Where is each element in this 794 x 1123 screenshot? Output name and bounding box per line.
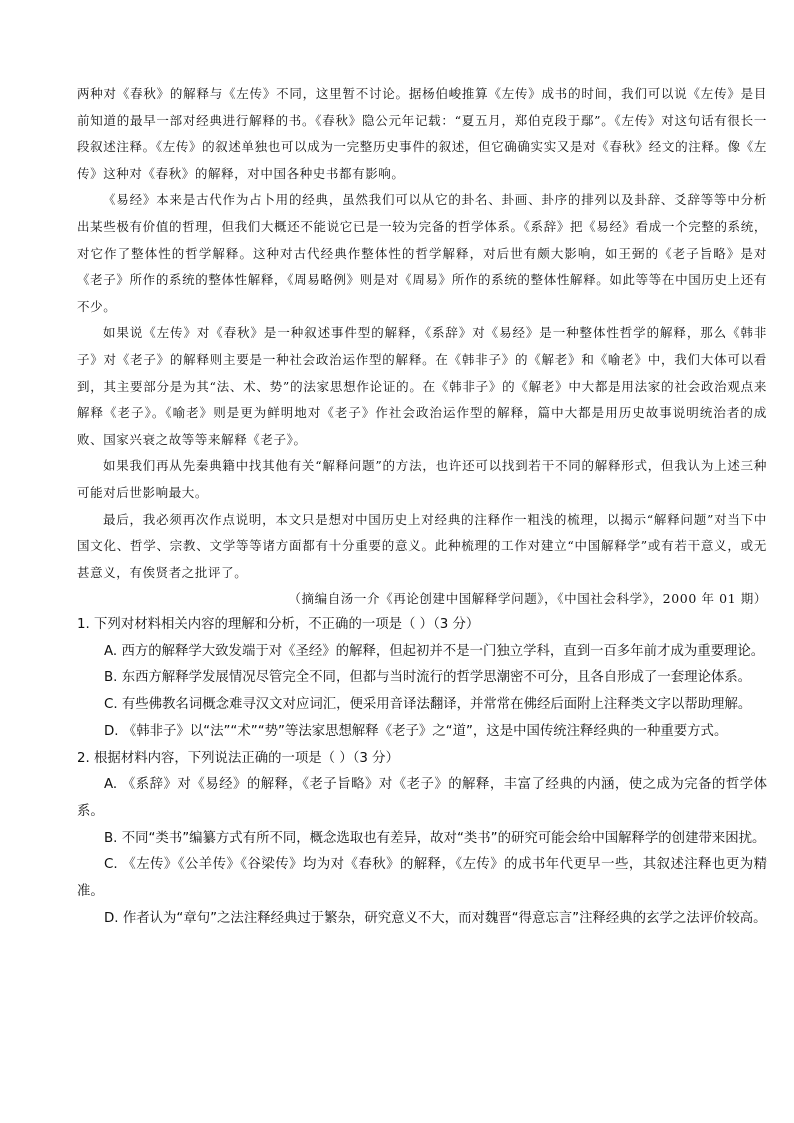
reading-passage [77,81,767,613]
passage-paragraph-3: 如果说《左传》对《春秋》是一种叙述事件型的解释，《系辞》对《易经》是一种整体性哲学的解释，那么《韩非子》对《老子》的解释则主要是一种社会政治运作型的解释。在《韩非子》的《解老》和《喻老》中，我们大体可以看到，其主要部分是为其“法、术、势”的法家思想作论证的。在《韩非子》的《解老》中大都是用法家的社会政治观点来解释《老子》。《喻老》则是更为鲜明地对《老子》作社会政治运作型的解释，篇中大都是用历史故事说明统治者的成败、国家兴衰之故等等来解释《老子》。 [77,325,767,447]
question-2-option-c: C. 《左传》《公羊传》《谷梁传》均为对《春秋》的解释，《左传》的成书年代更早一些，其叙述注释也更为精准。 [77,857,767,900]
passage-paragraph-4: 如果我们再从先秦典籍中找其他有关“解释问题”的方法，也许还可以找到若干不同的解释形式，但我认为上述三种可能对后世影响最大。 [77,458,767,500]
question-1-option-b: B. 东西方解释学发展情况尽管完全不同，但都与当时流行的哲学思潮密不可分，且各自形成了一套理论体系。 [104,670,752,686]
question-2-stem: 2. 根据材料内容，下列说法正确的一项是（ ）（3 分） [77,750,399,766]
question-2-option-a: A. 《系辞》对《易经》的解释，《老子旨略》对《老子》的解释，丰富了经典的内涵，使之成为完备的哲学体系。 [77,777,767,819]
question-section [77,612,767,932]
passage-paragraph-2: 《易经》本来是古代作为占卜用的经典，虽然我们可以从它的卦名、卦画、卦序的排列以及卦辞、爻辞等等中分析出某些极有价值的哲理，但我们大概还不能说它已是一较为完备的哲学体系。《系辞》把《易经》看成一个完整的系统，对它作了整体性的哲学解释。这种对古代经典作整体性的哲学解释，对后世有颇大影响，如王弼的《老子旨略》是对《老子》所作的系统的整体性解释，《周易略例》则是对《周易》所作的系统的整体性解释。如此等等在中国历史上还有不少。 [77,192,767,314]
question-1-option-c: C. 有些佛教名词概念难寻汉文对应词汇，便采用音译法翻译，并常常在佛经后面附上注释类文字以帮助理解。 [104,697,752,713]
question-1-option-d: D. 《韩非子》以“法”“术”“势”等法家思想解释《老子》之“道”，这是中国传统注释经典的一种重要方式。 [104,723,728,739]
passage-paragraph-5: 最后，我必须再次作点说明，本文只是想对中国历史上对经典的注释作一粗浅的梳理，以揭示“解释问题”对当下中国文化、哲学、宗教、文学等等诸方面都有十分重要的意义。此种梳理的工作对建立“中国解释学”或有若干意义，或无甚意义，有俟贤者之批评了。 [77,511,767,580]
question-1-option-a: A. 西方的解释学大致发端于对《圣经》的解释，但起初并不是一门独立学科，直到一百多年前才成为重要理论。 [104,643,765,659]
question-1 [77,612,767,746]
question-2-option-d: D. 作者认为“章句”之法注释经典过于繁杂，研究意义不大，而对魏晋“得意忘言”注释经典的玄学之法评价较高。 [104,910,767,926]
question-2 [77,746,767,933]
question-2-option-b: B. 不同“类书”编纂方式有所不同，概念选取也有差异，故对“类书”的研究可能会给中国解释学的创建带来困扰。 [104,830,766,846]
passage-paragraph-1: 两种对《春秋》的解释与《左传》不同，这里暂不讨论。据杨伯峻推算《左传》成书的时间，我们可以说《左传》是目前知道的最早一部对经典进行解释的书。《春秋》隐公元年记载：“夏五月，郑伯克段于鄢”。《左传》对这句话有很长一段叙述注释。《左传》的叙述单独也可以成为一完整历史事件的叙述，但它确确实实又是对《春秋》经文的注释。像《左传》这种对《春秋》的解释，对中国各种史书都有影响。 [77,86,767,181]
question-1-stem: 1. 下列对材料相关内容的理解和分析，不正确的一项是（ ）（3 分） [77,617,480,632]
passage-source-citation: （摘编自汤一介《再论创建中国解释学问题》，《中国社会科学》，2000 年 01 期） [288,591,767,607]
